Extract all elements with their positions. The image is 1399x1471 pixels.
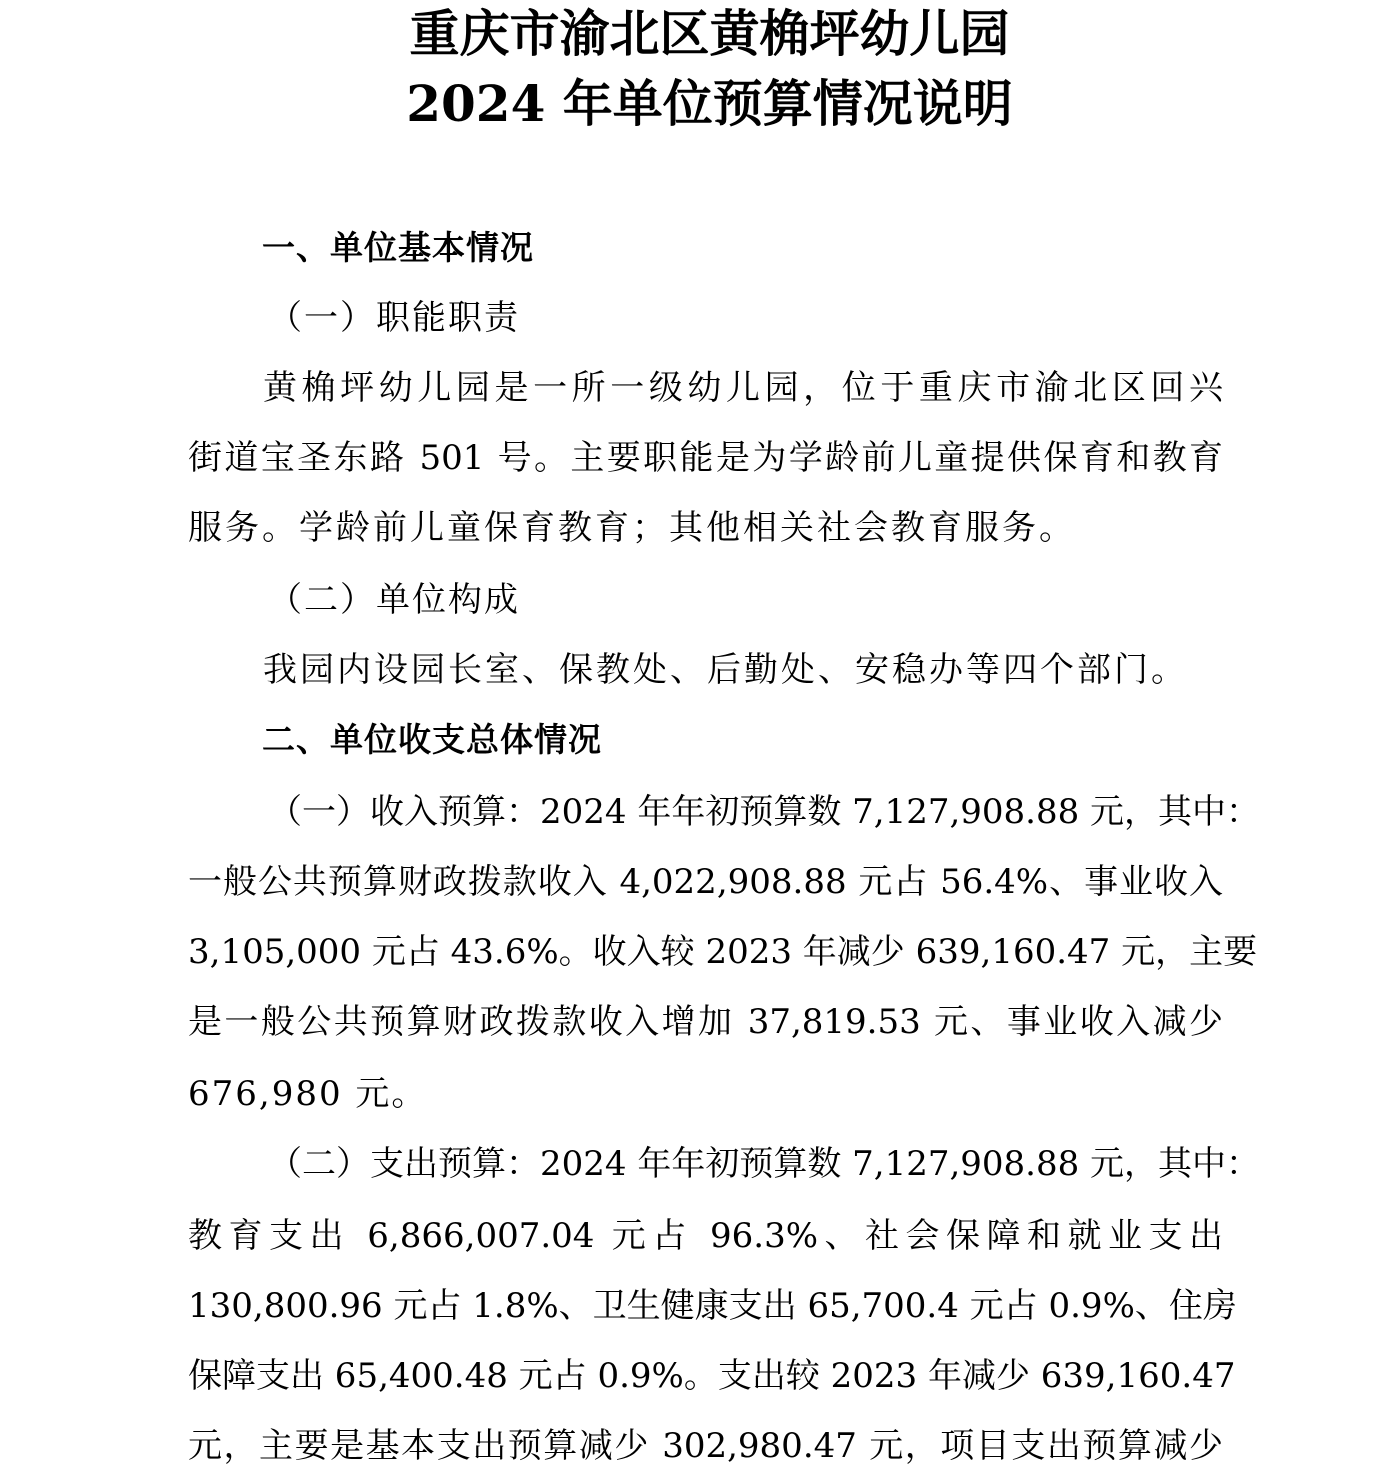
income-label: （一）收入预算: [268, 792, 506, 832]
paragraph-line: 一般公共预算财政拨款收入 4,022,908.88 元占 56.4%、事业收入: [188, 862, 1223, 902]
expense-text: ：2024 年年初预算数 7,127,908.88 元，其中：: [506, 1144, 1261, 1184]
expense-first-line: [268, 1142, 1261, 1186]
paragraph-line: 130,800.96 元占 1.8%、卫生健康支出 65,700.4 元占 0.9%、住房: [188, 1286, 1237, 1326]
expense-label: （二）支出预算: [268, 1144, 506, 1184]
section-2-heading: 二、单位收支总体情况: [262, 720, 602, 759]
income-text: ：2024 年年初预算数 7,127,908.88 元，其中：: [506, 792, 1261, 832]
paragraph-line: 服务。学龄前儿童保育教育；其他相关社会教育服务。: [188, 508, 1076, 548]
paragraph-line: 676,980 元。: [188, 1074, 428, 1114]
section-1-sub-1-heading: （一）职能职责: [268, 298, 520, 338]
paragraph-line: 元，主要是基本支出预算减少 302,980.47 元，项目支出预算减少: [188, 1426, 1223, 1466]
paragraph-line: 黄桷坪幼儿园是一所一级幼儿园，位于重庆市渝北区回兴: [263, 368, 1223, 408]
paragraph-line: 3,105,000 元占 43.6%。收入较 2023 年减少 639,160.47 元，主要: [188, 932, 1258, 972]
paragraph-line: 教育支出 6,866,007.04 元占 96.3%、社会保障和就业支出: [188, 1216, 1223, 1256]
section-1-sub-2-heading: （二）单位构成: [268, 580, 520, 620]
paragraph-line: 是一般公共预算财政拨款收入增加 37,819.53 元、事业收入减少: [188, 1002, 1223, 1042]
paragraph-line: 我园内设园长室、保教处、后勤处、安稳办等四个部门。: [263, 650, 1188, 690]
document-title-line-2: 2024 年单位预算情况说明: [406, 74, 1013, 133]
paragraph-line: 街道宝圣东路 501 号。主要职能是为学龄前儿童提供保育和教育: [188, 438, 1223, 478]
income-first-line: [268, 790, 1261, 834]
paragraph-line: 保障支出 65,400.48 元占 0.9%。支出较 2023 年减少 639,160.47: [188, 1356, 1236, 1396]
document-title-line-1: 重庆市渝北区黄桷坪幼儿园: [409, 4, 1010, 63]
section-1-heading: 一、单位基本情况: [262, 228, 534, 267]
